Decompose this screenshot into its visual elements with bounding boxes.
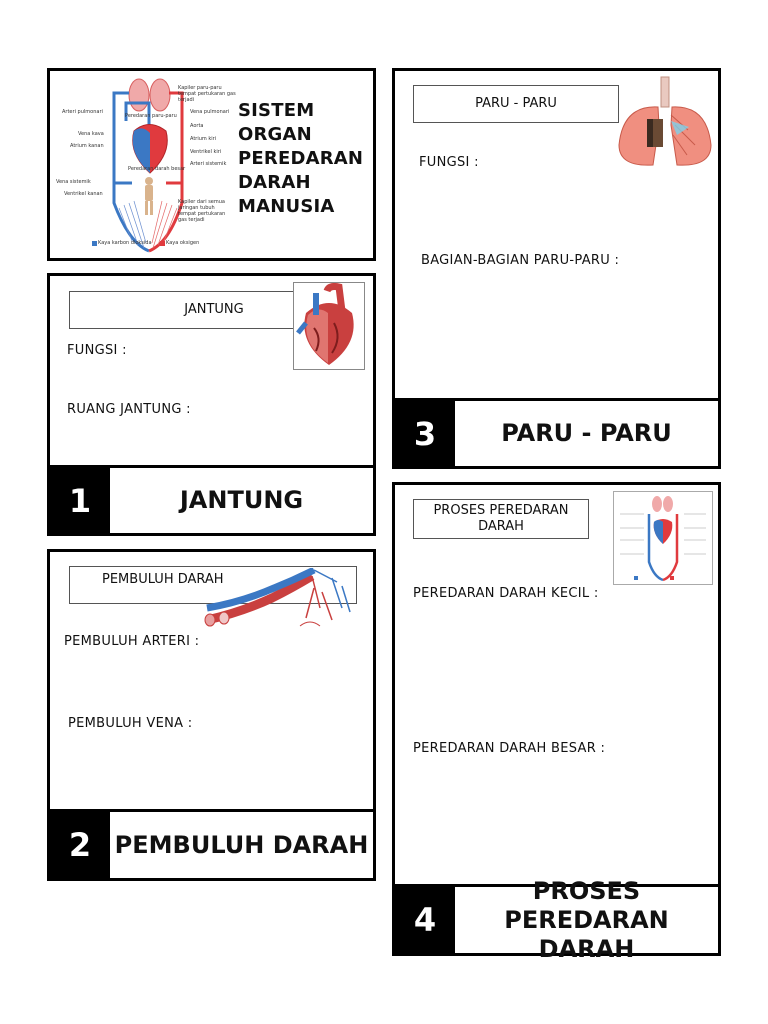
proses-label-box: PROSES PEREDARAN DARAH (413, 499, 589, 539)
paru-fungsi-label: FUNGSI : (419, 155, 479, 170)
card-pembuluh-darah (47, 549, 376, 812)
card-paru-paru (392, 68, 721, 401)
heart-image (293, 282, 365, 370)
jantung-number: 1 (50, 468, 110, 533)
paru-footer-title: PARU - PARU (501, 419, 672, 447)
label-pulmonary-artery: Arteri pulmonari (62, 109, 103, 115)
label-systemic-circulation: Peredaran darah besar (128, 166, 186, 172)
pembuluh-vena-label: PEMBULUH VENA : (68, 716, 193, 731)
cover-title-line: ORGAN (238, 124, 312, 145)
blood-vessel-image (202, 568, 352, 634)
label-aorta: Aorta (190, 123, 204, 129)
paru-number: 3 (395, 401, 455, 466)
proses-besar-label: PEREDARAN DARAH BESAR : (413, 741, 606, 756)
label-pulmonary-circulation: Peredaran paru-paru (125, 113, 177, 119)
pembuluh-footer-title: PEMBULUH DARAH (114, 830, 369, 859)
paru-label-box (413, 85, 619, 123)
circulation-mini-image (613, 491, 713, 585)
label-capillary-lungs: Kapiler paru-paru tempat pertukaran gas terjadi (178, 85, 236, 103)
label-systemic-artery: Arteri sistemik (190, 161, 227, 167)
label-capillary-body: Kapiler dari semua jaringan tubuh tempat pertukaran gas terjadi (178, 199, 226, 223)
pembuluh-number: 2 (50, 812, 110, 878)
label-left-ventricle: Ventrikel kiri (190, 149, 222, 155)
jantung-footer (47, 465, 376, 536)
proses-footer-title (455, 876, 718, 963)
card-jantung (47, 273, 376, 468)
cover-panel (47, 68, 376, 261)
lungs-image (613, 75, 717, 173)
proses-footer (392, 876, 721, 963)
cover-title-line: MANUSIA (238, 196, 335, 217)
legend-o2: Kaya oksigen (166, 240, 200, 246)
cover-title-line: SISTEM (238, 100, 315, 121)
paru-footer (392, 398, 721, 469)
jantung-ruang-label: RUANG JANTUNG : (67, 402, 191, 417)
proses-number: 4 (395, 887, 455, 953)
jantung-footer-title: JANTUNG (179, 486, 304, 514)
label-vena-cava: Vena kava (78, 131, 104, 137)
proses-footer-title-line: PEREDARAN DARAH (504, 905, 669, 963)
legend-co2: Kaya karbon dioksida (98, 240, 152, 246)
label-right-ventricle: Ventrikel kanan (64, 191, 103, 197)
cover-title (238, 99, 363, 219)
proses-footer-title-line: PROSES (532, 876, 641, 905)
jantung-label-box: JANTUNG (69, 291, 359, 329)
card-proses-peredaran (392, 482, 721, 888)
pembuluh-footer (47, 809, 376, 881)
label-systemic-vein: Vena sistemik (56, 179, 91, 185)
pembuluh-arteri-label: PEMBULUH ARTERI : (64, 634, 200, 649)
label-right-atrium: Atrium kanan (70, 143, 104, 149)
paru-bagian-label: BAGIAN-BAGIAN PARU-PARU : (421, 253, 620, 268)
jantung-fungsi-label: FUNGSI : (67, 343, 127, 358)
cover-title-line: DARAH (238, 172, 311, 193)
cover-title-line: PEREDARAN (238, 148, 364, 169)
label-pulmonary-vein: Vena pulmonari (190, 109, 230, 115)
paru-label-text: PARU - PARU (475, 96, 557, 111)
proses-kecil-label: PEREDARAN DARAH KECIL : (413, 586, 599, 601)
pembuluh-label-text: PEMBULUH DARAH (102, 572, 224, 587)
label-left-atrium: Atrium kiri (190, 136, 217, 142)
